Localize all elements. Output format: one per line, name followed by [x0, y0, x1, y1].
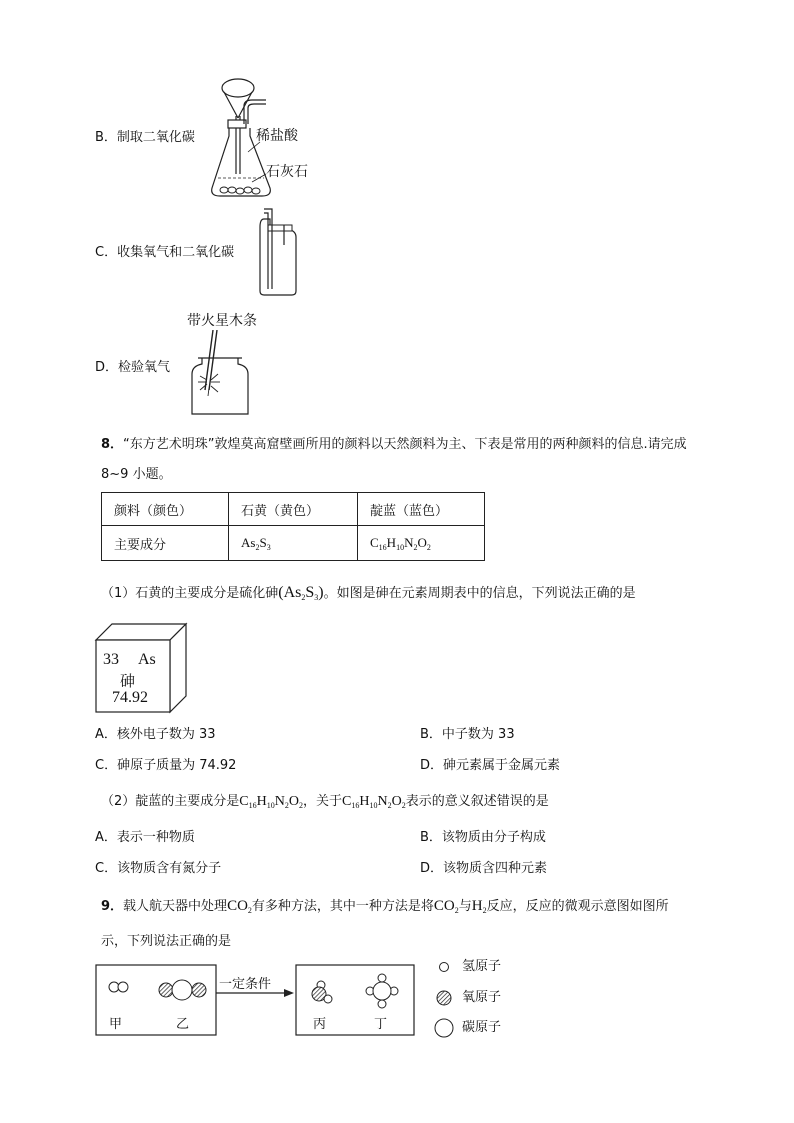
formula-indigo-inline: $C_{16}H_{10}N_2O_2$ — [239, 794, 303, 810]
formula-indigo-inline-2: $C_{16}H_{10}N_2O_2$ — [342, 794, 406, 810]
q8-sub1-option-c: C．砷原子质量为 74.92 — [95, 758, 237, 773]
reaction-condition: 一定条件 — [219, 977, 272, 992]
q8-stem-line2: 8~9 小题。 — [101, 467, 172, 482]
table-header-cell: 靛蓝（蓝色） — [358, 493, 485, 526]
limestone-label: 石灰石 — [266, 165, 308, 180]
formula-as2s3: $As_2S_3$ — [229, 526, 358, 561]
element-mass: 74.92 — [112, 689, 148, 706]
q8-sub1-option-d: D．砷元素属于金属元素 — [420, 758, 561, 773]
label-jia: 甲 — [109, 1017, 123, 1032]
q8-sub2-middle: ，关于 — [303, 794, 343, 809]
q8-sub2-suffix: 表示的意义叙述错误的是 — [405, 794, 549, 809]
option-b-text: B．制取二氧化碳 — [95, 130, 195, 145]
q9-stem-line1 — [101, 898, 669, 915]
table-row — [102, 526, 485, 561]
q9-number: 9． — [101, 899, 124, 914]
legend-oxygen-symbol — [437, 991, 451, 1005]
label-yi: 乙 — [176, 1017, 190, 1032]
q8-sub1-suffix: 。如图是砷在元素周期表中的信息，下列说法正确的是 — [323, 586, 636, 601]
legend-hydrogen-symbol — [440, 963, 449, 972]
formula-as2s3-inline: $(As_2S_3)$ — [278, 584, 324, 602]
q8-sub1-prefix: （1）石黄的主要成分是硫化砷 — [101, 586, 279, 601]
q9-stem-line2: 示，下列说法正确的是 — [101, 934, 232, 949]
table-row-label: 主要成分 — [102, 526, 229, 561]
gas-collection-bottle-diagram — [250, 205, 306, 301]
oxygen-test-diagram — [180, 330, 260, 420]
q8-sub1-stem — [101, 585, 636, 602]
legend-oxygen: 氧原子 — [462, 990, 502, 1005]
q8-sub2-option-d: D．该物质含四种元素 — [420, 861, 548, 876]
pigment-table — [101, 492, 485, 561]
label-ding: 丁 — [374, 1017, 388, 1032]
q8-sub2-prefix: （2）靛蓝的主要成分是 — [101, 794, 240, 809]
table-header-cell: 颜料（颜色） — [102, 493, 229, 526]
label-bing: 丙 — [313, 1017, 327, 1032]
q8-sub1-option-b: B．中子数为 33 — [420, 727, 515, 742]
table-header-cell: 石黄（黄色） — [229, 493, 358, 526]
legend-carbon-symbol — [435, 1019, 453, 1037]
option-c-text: C．收集氧气和二氧化碳 — [95, 245, 235, 260]
splint-label: 带火星木条 — [187, 313, 257, 329]
table-header-row — [102, 493, 485, 526]
q8-sub2-option-b: B．该物质由分子构成 — [420, 830, 546, 845]
formula-indigo: $C_{16}H_{10}N_2O_2$ — [358, 526, 485, 561]
q8-sub2-stem — [101, 794, 549, 810]
q8-sub1-option-a: A．核外电子数为 33 — [95, 727, 216, 742]
q9-text-c: 与 — [458, 899, 472, 914]
q9-text-d: 反应，反应的微观示意图如图所 — [486, 899, 669, 914]
q8-sub2-option-c: C．该物质含有氮分子 — [95, 861, 222, 876]
q8-stem-line1 — [101, 437, 687, 453]
legend-carbon: 碳原子 — [462, 1020, 502, 1035]
option-d-text: D．检验氧气 — [95, 360, 171, 375]
q9-text-b: 有多种方法，其中一种方法是将 — [251, 899, 434, 914]
formula-co2: $CO_2$ — [227, 898, 252, 915]
q8-sub2-option-a: A．表示一种物质 — [95, 830, 195, 845]
reaction-micro-diagram — [94, 955, 524, 1045]
formula-h2: $H_2$ — [471, 898, 487, 915]
element-name: 砷 — [120, 672, 136, 690]
element-number: 33 — [103, 651, 119, 668]
formula-co2-2: $CO_2$ — [433, 898, 459, 915]
legend-hydrogen: 氢原子 — [462, 959, 502, 974]
q9-text-a: 载人航天器中处理 — [123, 899, 228, 914]
acid-label: 稀盐酸 — [256, 128, 298, 144]
q8-number: 8． — [101, 437, 124, 452]
q8-stem-text: “东方艺术明珠”敦煌莫高窟壁画所用的颜料以天然颜料为主、下表是常用的两种颜料的信息.请完成 — [123, 437, 687, 452]
element-symbol: As — [138, 651, 156, 668]
